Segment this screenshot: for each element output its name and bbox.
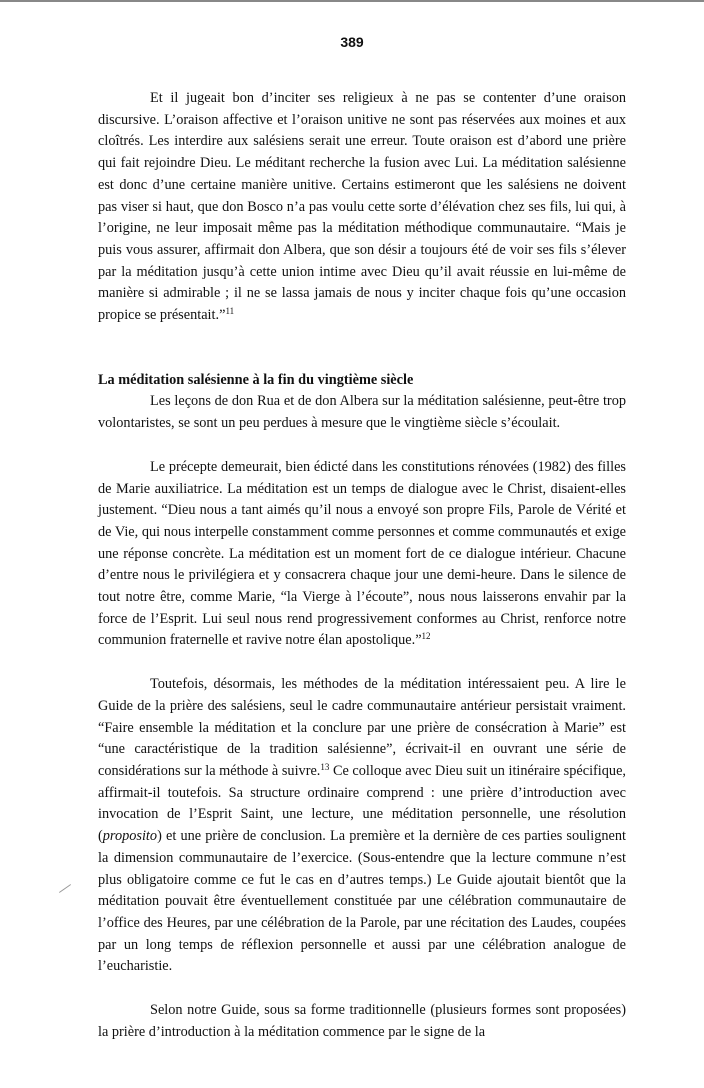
margin-pencil-mark (59, 884, 71, 893)
paragraph-3 (98, 457, 626, 652)
page-body (98, 88, 626, 1043)
paragraph-4-text-b: Ce colloque avec Dieu suit un itinéraire spécifique, affirmait-il toutefois. Sa structure ordinaire comprend : une prière d’introduction avec invocation de l’Esprit Saint, une lecture, une méditation personnelle, une résolution ( (98, 762, 626, 845)
paragraph-3-text: Le précepte demeurait, bien édicté dans les constitutions rénovées (1982) des filles de Marie auxiliatrice. La méditation est un temps de dialogue avec le Christ, disaient-elles justement. “Dieu nous a tant aimés qu’il nous a envoyé son propre Fils, Parole de Vérité et de Vie, qui nous interpelle constamment comme personnes et comme communautés et exige une réponse concrète. La méditation est un moment fort de ce dialogue intérieur. Chacune d’entre nous le privilégiera et y consacrera chaque jour une demi-heure. Dans le silence de tout notre être, comme Marie, “la Vierge à l’écoute”, nous nous laisserons envahir par la force de l’Esprit. Lui seul nous rend progressivement conformes au Christ, renforce notre communion fraternelle et ravive notre élan apostolique.” (98, 458, 626, 649)
paragraph-4-text-c: ) et une prière de conclusion. La première et la dernière de ces parties soulignent la dimension communautaire de l’exercice. (Sous-entendre que la lecture commune n’est plus obligatoire comme ce fut le cas en d’autres temps.) Le Guide ajoutait bientôt que la méditation pouvait être éventuellement constituée par une célébration communautaire de l’office des Heures, par une célébration de la Parole, par une récitation des Laudes, coupées par un long temps de réflexion personnelle et aussi par une célébration analogue de l’eucharistie. (98, 828, 626, 975)
paragraph-5: Selon notre Guide, sous sa forme traditionnelle (plusieurs formes sont proposées) la prière d’introduction à la méditation commence par le signe de la (98, 1002, 626, 1040)
paragraph-4-italic-term: proposito (102, 828, 158, 845)
paragraph-1-text: Et il jugeait bon d’inciter ses religieux à ne pas se contenter d’une oraison discursive. L’oraison affective et l’oraison unitive ne sont pas réservées aux moines et aux cloîtrés. Les interdire aux salésiens serait une erreur. Toute oraison est d’abord une prière qui fait rejoindre Dieu. Le méditant recherche la fusion avec Lui. La méditation salésienne est donc d’une certaine manière unitive. Certains estimeront que les salésiens ne doivent pas viser si haut, que don Bosco n’a pas voulu cette sorte d’élévation chez ses fils, lui qui, à l’origine, ne leur imposait même pas la méditation méthodique communautaire. “Mais je puis vous assurer, affirmait don Albera, que son désir a toujours été de voir ses fils s’élever par la méditation jusqu’à cette union intime avec Dieu qu’il avait réussie en lui-même de manière si admirable ; il ne se lassa jamais de nous y inciter chaque fois qu’une occasion propice se présentait.” (98, 90, 626, 324)
paragraph-1 (98, 88, 626, 327)
footnote-ref-11: 11 (225, 306, 235, 317)
footnote-ref-12: 12 (421, 631, 431, 642)
paragraph-2: Les leçons de don Rua et de don Albera sur la méditation salésienne, peut-être trop volontaristes, se sont un peu perdues à mesure que le vingtième siècle s’écoulait. (98, 393, 626, 432)
paragraph-4-text-a: Toutefois, désormais, les méthodes de la méditation intéressaient peu. A lire le Guide de la prière des salésiens, seul le cadre communautaire antérieur persistait vraiment. “Faire ensemble la méditation et la conclure par une prière de consécration à Marie” est “une caractéristique de la tradition salésienne”, écrivait-il en ouvrant une série de considérations sur la méthode à suivre. (98, 676, 626, 779)
page-number: 389 (340, 34, 364, 50)
paragraph-4 (98, 674, 626, 978)
footnote-ref-13: 13 (320, 761, 330, 772)
section-heading: La méditation salésienne à la fin du vingtième siècle (98, 371, 414, 388)
top-rule (0, 0, 704, 2)
